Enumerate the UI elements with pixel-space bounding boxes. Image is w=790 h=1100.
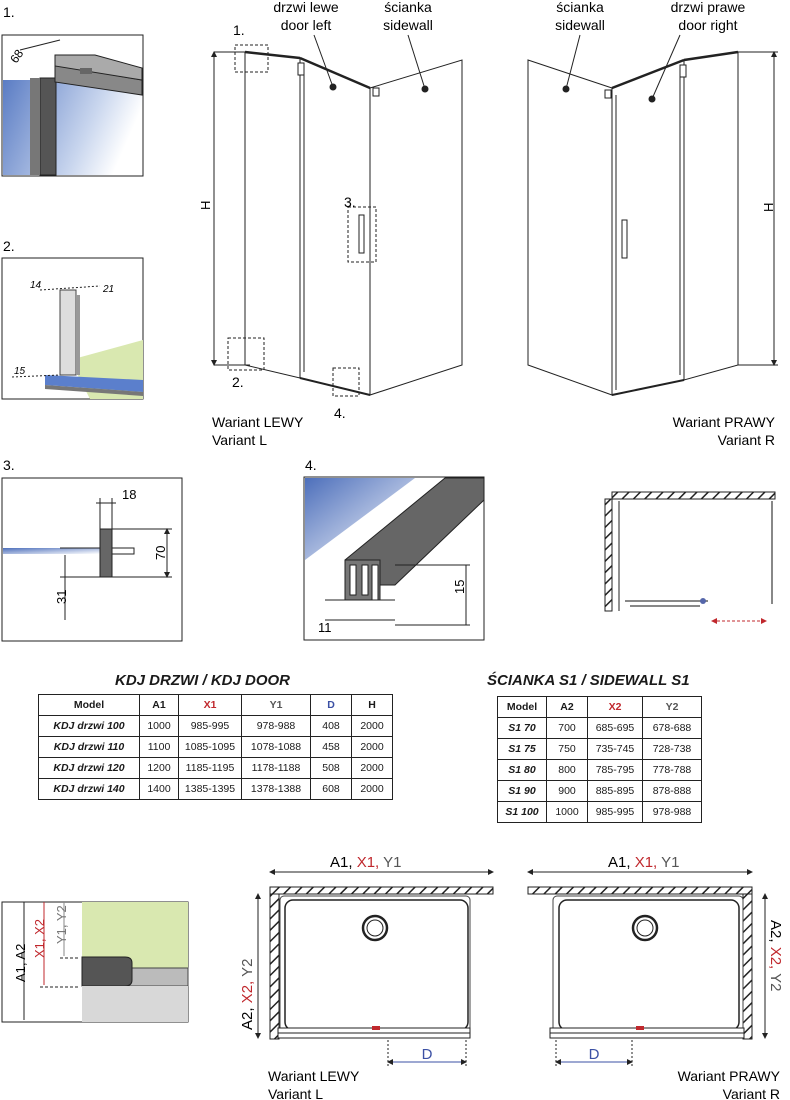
door-table-cell: 2000 [352, 758, 393, 779]
door-table-header [39, 695, 393, 716]
right-side-label-en: sidewall [555, 17, 605, 33]
wall-table-row [498, 739, 702, 760]
detail-1-dim: 68 [7, 46, 27, 66]
door-table-cell: KDJ drzwi 140 [39, 779, 140, 800]
wall-col-a2: A2 [547, 697, 588, 718]
wall-table-cell: 778-788 [643, 760, 702, 781]
plan-left-top-label: A1, X1, Y1 [330, 854, 402, 871]
plan-right-variant-pl: Wariant PRAWY [677, 1068, 780, 1084]
detail-3 [2, 457, 182, 641]
wall-table-cell: 878-888 [643, 781, 702, 802]
wall-table-cell: 678-688 [643, 718, 702, 739]
wall-table-row [498, 718, 702, 739]
wall-table-cell: S1 90 [498, 781, 547, 802]
door-table-cell: 608 [311, 779, 352, 800]
right-side-label-pl: ścianka [556, 0, 604, 15]
door-table-cell: 1385-1395 [179, 779, 242, 800]
callout-3: 3. [3, 457, 15, 473]
door-table-cell: KDJ drzwi 100 [39, 716, 140, 737]
wall-table-cell: 750 [547, 739, 588, 760]
door-table-title: KDJ DRZWI / KDJ DOOR [115, 672, 291, 689]
door-table-cell: 1200 [140, 758, 179, 779]
detail-2 [2, 238, 143, 399]
detail-3-dim-31: 31 [54, 589, 69, 604]
door-table-row [39, 716, 393, 737]
door-table-cell: 1078-1088 [242, 737, 311, 758]
door-table-cell: 1185-1195 [179, 758, 242, 779]
detail-4 [304, 457, 484, 640]
detail-2-dim-21: 21 [103, 284, 115, 295]
plan-right-variant-en: Variant R [722, 1086, 780, 1100]
right-door-label-en: door right [678, 17, 738, 33]
door-table-cell: 1000 [140, 716, 179, 737]
left-callout-1: 1. [233, 22, 245, 38]
wall-table-cell: 685-695 [588, 718, 643, 739]
left-callout-2: 2. [232, 374, 244, 390]
door-table-cell: 2000 [352, 779, 393, 800]
detail-4-dim-15: 15 [452, 579, 467, 594]
wall-table-cell: S1 75 [498, 739, 547, 760]
section-y1y2-label: Y1, Y2 [54, 905, 69, 944]
door-table-cell: 408 [311, 716, 352, 737]
callout-1: 1. [3, 4, 15, 20]
left-side-label-en: sidewall [383, 17, 433, 33]
plan-left-side-label: A2, X2, Y2 [239, 958, 256, 1030]
detail-2-dim-14: 14 [30, 280, 42, 291]
wall-table-cell: 985-995 [588, 802, 643, 823]
right-variant-en: Variant R [717, 432, 775, 448]
door-table-cell: 1400 [140, 779, 179, 800]
left-h-label: H [198, 200, 213, 210]
wall-table-title: ŚCIANKA S1 / SIDEWALL S1 [487, 672, 690, 689]
door-col-a1: A1 [140, 695, 179, 716]
section-a1a2-label: A1, A2 [13, 943, 28, 982]
callout-2: 2. [3, 238, 15, 254]
left-variant-en: Variant L [212, 432, 267, 448]
door-table [38, 694, 393, 800]
door-col-d: D [311, 695, 352, 716]
door-table-cell: 1085-1095 [179, 737, 242, 758]
door-col-x1: X1 [179, 695, 242, 716]
door-table-cell: 2000 [352, 737, 393, 758]
door-table-cell: KDJ drzwi 120 [39, 758, 140, 779]
door-table-cell: 985-995 [179, 716, 242, 737]
door-col-h: H [352, 695, 393, 716]
plan-right-top-label: A1, X1, Y1 [608, 854, 680, 871]
wall-table-cell: S1 70 [498, 718, 547, 739]
plan-sketch [605, 492, 775, 621]
plan-right-side-label: A2, X2, Y2 [767, 920, 784, 992]
detail-3-dim-18: 18 [122, 487, 137, 502]
wall-table-cell: 785-795 [588, 760, 643, 781]
wall-table-cell: 800 [547, 760, 588, 781]
door-col-model: Model [39, 695, 140, 716]
door-table-cell: 458 [311, 737, 352, 758]
right-variant-view [528, 35, 778, 395]
left-door-label-pl: drzwi lewe [273, 0, 339, 15]
wall-table-row [498, 781, 702, 802]
wall-table-cell: S1 80 [498, 760, 547, 781]
left-variant-pl: Wariant LEWY [212, 414, 304, 430]
section-x1x2-label: X1, X2 [32, 918, 47, 958]
plan-right [528, 872, 765, 1066]
left-callout-4: 4. [334, 405, 346, 421]
door-table-cell: 978-988 [242, 716, 311, 737]
left-door-label-en: door left [280, 17, 332, 33]
wall-table [497, 696, 702, 823]
door-table-cell: 1100 [140, 737, 179, 758]
wall-table-cell: 885-895 [588, 781, 643, 802]
door-table-cell: 2000 [352, 716, 393, 737]
wall-col-model: Model [498, 697, 547, 718]
door-table-row [39, 779, 393, 800]
door-table-row [39, 758, 393, 779]
wall-table-cell: 1000 [547, 802, 588, 823]
right-door-label-pl: drzwi prawe [670, 0, 746, 15]
door-table-row [39, 737, 393, 758]
door-table-cell: 1378-1388 [242, 779, 311, 800]
wall-table-cell: S1 100 [498, 802, 547, 823]
wall-col-x2: X2 [588, 697, 643, 718]
door-col-y1: Y1 [242, 695, 311, 716]
right-variant-pl: Wariant PRAWY [672, 414, 775, 430]
right-h-label: H [761, 202, 776, 212]
plan-right-d-label: D [588, 1046, 600, 1063]
plan-left [258, 872, 493, 1066]
plan-left-d-label: D [421, 1046, 433, 1063]
wall-table-row [498, 802, 702, 823]
wall-table-cell: 728-738 [643, 739, 702, 760]
bottom-section-detail [2, 902, 188, 1022]
left-callout-3: 3. [344, 194, 356, 210]
detail-1 [2, 4, 143, 176]
door-table-cell: 1178-1188 [242, 758, 311, 779]
callout-4: 4. [305, 457, 317, 473]
plan-left-variant-pl: Wariant LEWY [268, 1068, 360, 1084]
detail-4-dim-11: 11 [318, 620, 332, 635]
door-table-cell: KDJ drzwi 110 [39, 737, 140, 758]
plan-left-variant-en: Variant L [268, 1086, 323, 1100]
left-variant-view [214, 35, 462, 396]
left-side-label-pl: ścianka [384, 0, 432, 15]
wall-table-cell: 700 [547, 718, 588, 739]
wall-table-header [498, 697, 702, 718]
detail-3-dim-70: 70 [153, 545, 168, 560]
detail-2-dim-15: 15 [14, 366, 26, 377]
wall-table-cell: 978-988 [643, 802, 702, 823]
wall-table-cell: 735-745 [588, 739, 643, 760]
door-table-cell: 508 [311, 758, 352, 779]
wall-table-row [498, 760, 702, 781]
wall-col-y2: Y2 [643, 697, 702, 718]
wall-table-cell: 900 [547, 781, 588, 802]
